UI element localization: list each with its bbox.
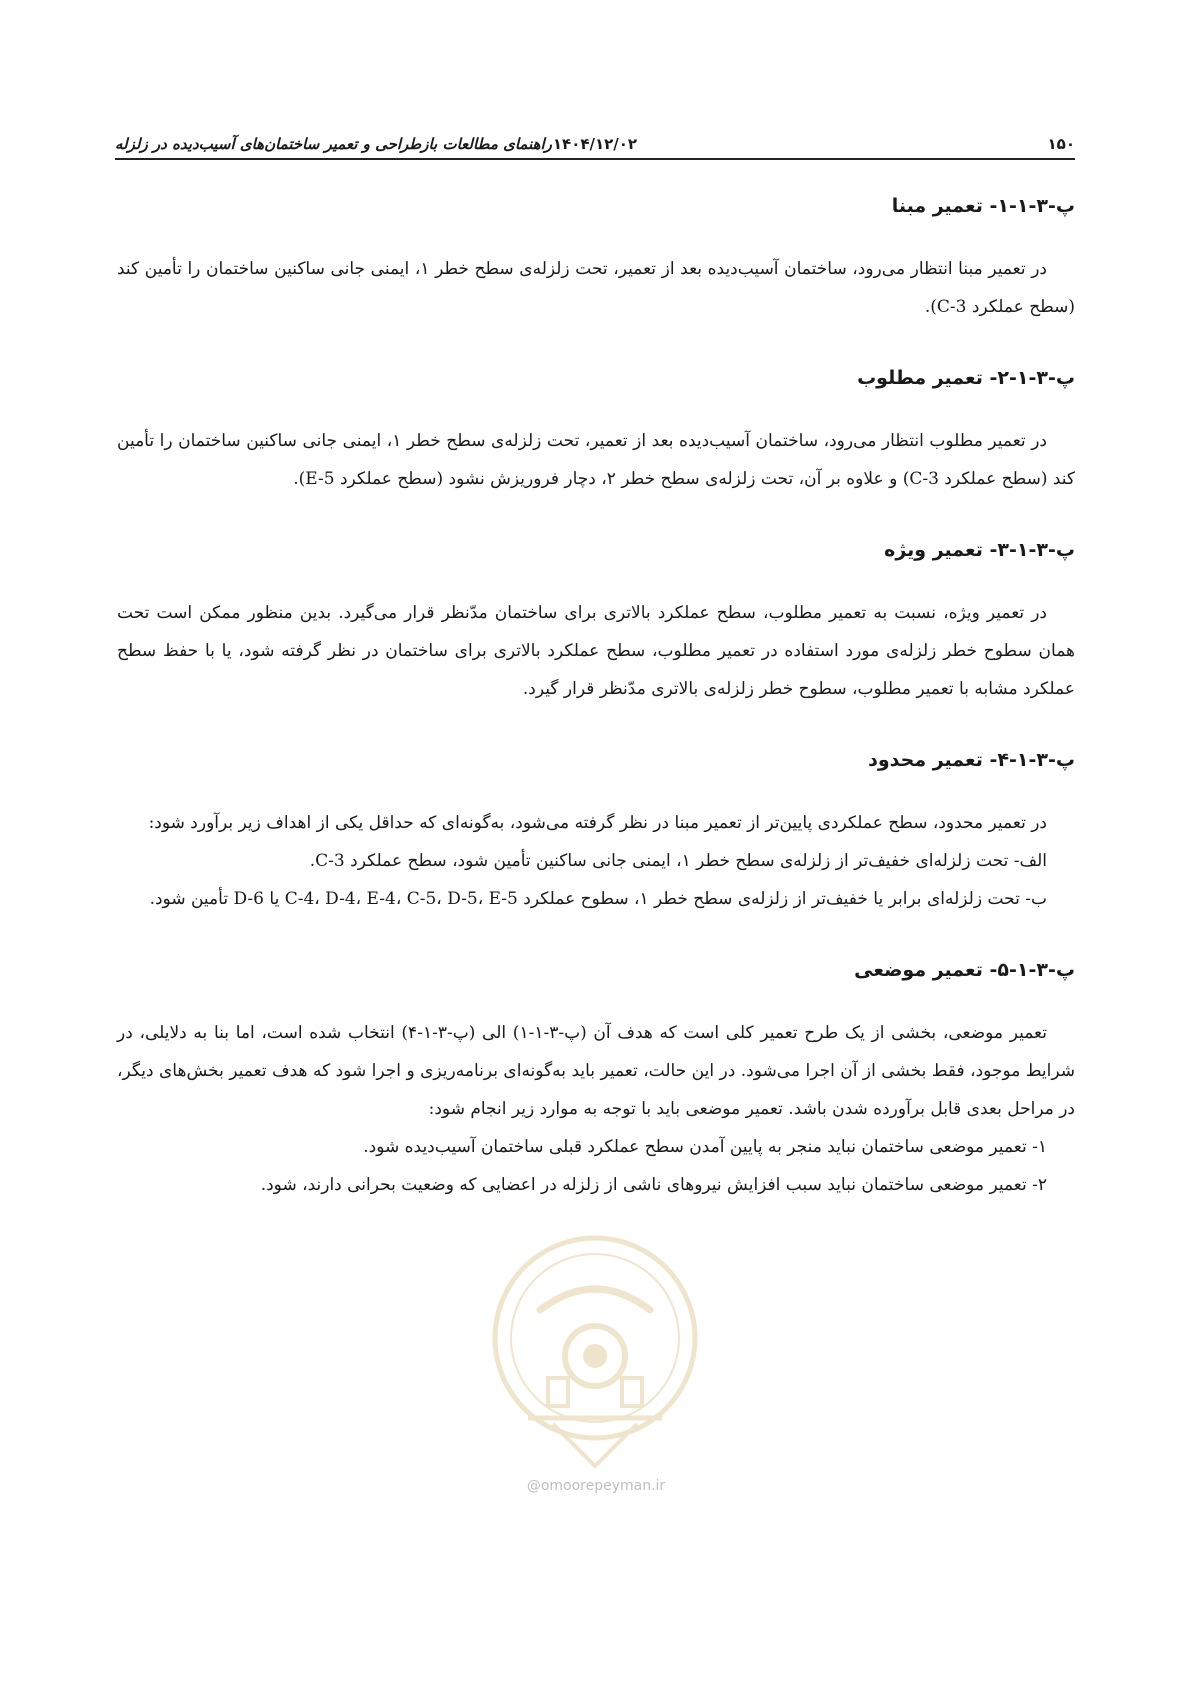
section <box>117 360 1075 498</box>
section <box>117 188 1075 326</box>
section-heading: پ-۳-۱-۱- تعمیر مبنا <box>891 195 1075 217</box>
list-item: ۲- تعمیر موضعی ساختمان نباید سبب افزایش نیروهای ناشی از زلزله در اعضایی که وضعیت بحرانی دارند، شود. <box>260 1175 1047 1195</box>
paragraph: در تعمیر محدود، سطح عملکردی پایین‌تر از تعمیر مبنا در نظر گرفته می‌شود، به‌گونه‌ای که حداقل یکی از اهداف زیر برآورد شود: <box>148 813 1047 833</box>
watermark-logo <box>488 1228 702 1488</box>
section <box>117 952 1075 1204</box>
body-content <box>117 188 1075 1204</box>
list-item: ب- تحت زلزله‌ای برابر یا خفیف‌تر از زلزله‌ی سطح خطر ۱، سطوح عملکرد C-4، D-4، E-4، C-5، D-5، E-5 یا D-6 تأمین شود. <box>149 889 1047 909</box>
watermark-site: @omoorepeyman.ir <box>526 1478 666 1494</box>
section-heading: پ-۳-۱-۲- تعمیر مطلوب <box>857 367 1075 389</box>
list-item: ۱- تعمیر موضعی ساختمان نباید منجر به پایین آمدن سطح عملکرد قبلی ساختمان آسیب‌دیده شود. <box>363 1137 1047 1157</box>
page-number: ۱۵۰ <box>1047 135 1075 153</box>
running-header <box>115 128 1075 160</box>
paragraph: در تعمیر مطلوب انتظار می‌رود، ساختمان آسیب‌دیده بعد از تعمیر، تحت زلزله‌ی سطح خطر ۱، ایمنی جانی ساکنین ساختمان را تأمین کند (سطح عملکرد C-3) و علاوه بر آن، تحت زلزله‌ی سطح خطر ۲، دچار فروریزش نشود (سطح عملکرد E-5). <box>117 431 1075 489</box>
list-item: الف- تحت زلزله‌ای خفیف‌تر از زلزله‌ی سطح خطر ۱، ایمنی جانی ساکنین تأمین شود، سطح عملکرد C-3. <box>309 851 1047 871</box>
section <box>117 742 1075 918</box>
paragraph: تعمیر موضعی، بخشی از یک طرح تعمیر کلی است که هدف آن (پ-۳-۱-۱) الی (پ-۳-۱-۴) انتخاب شده است، اما بنا به دلایلی، در شرایط موجود، فقط بخشی از آن اجرا می‌شود. در این حالت، تعمیر باید به‌گونه‌ای برنامه‌ریزی و اجرا شود که هدف تعمیر بخش‌های دیگر، در مراحل بعدی قابل برآورده شدن باشد. تعمیر موضعی باید با توجه به موارد زیر انجام شود: <box>117 1023 1075 1119</box>
paragraph: در تعمیر مبنا انتظار می‌رود، ساختمان آسیب‌دیده بعد از تعمیر، تحت زلزله‌ی سطح خطر ۱، ایمنی جانی ساکنین ساختمان را تأمین کند (سطح عملکرد C-3). <box>117 259 1075 317</box>
header-title: راهنمای مطالعات بازطراحی و تعمیر ساختمان‌های آسیب‌دیده در زلزله <box>115 135 552 153</box>
section-heading: پ-۳-۱-۵- تعمیر موضعی <box>854 959 1075 981</box>
paragraph: در تعمیر ویژه، نسبت به تعمیر مطلوب، سطح عملکرد بالاتری برای ساختمان مدّنظر قرار می‌گیرد. بدین منظور ممکن است تحت همان سطوح خطر زلزله‌ی مورد استفاده در تعمیر مطلوب، سطح عملکرد بالاتری برای ساختمان در نظر گرفته شود، یا با حفظ سطح عملکرد مشابه با تعمیر مطلوب، سطوح خطر زلزله‌ی بالاتری مدّنظر قرار گیرد. <box>117 603 1075 699</box>
section-heading: پ-۳-۱-۴- تعمیر محدود <box>868 749 1075 771</box>
section-heading: پ-۳-۱-۳- تعمیر ویژه <box>884 539 1075 561</box>
section <box>117 532 1075 708</box>
header-date: ۱۴۰۴/۱۲/۰۲ <box>552 135 638 153</box>
